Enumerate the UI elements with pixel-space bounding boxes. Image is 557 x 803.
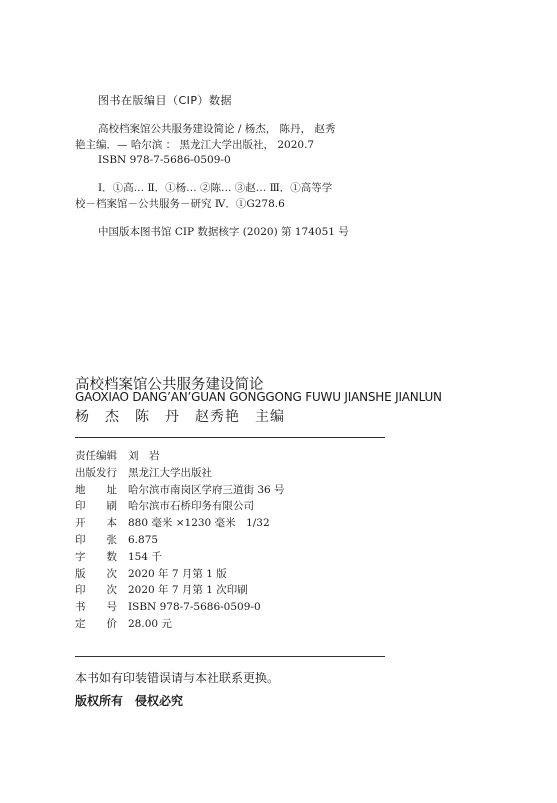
- info-row: [75, 482, 285, 498]
- info-value: 刘 岩: [128, 450, 160, 462]
- info-row: [75, 515, 270, 531]
- info-row: [75, 566, 227, 582]
- divider-bottom: [75, 656, 385, 657]
- info-row: [75, 465, 212, 481]
- book-authors: 杨 杰 陈 丹 赵秀艳 主编: [75, 409, 285, 425]
- info-value: 154 千: [128, 550, 162, 563]
- info-value: ISBN 978-7-5686-0509-0: [128, 601, 261, 614]
- cip-data-number: 中国版本图书馆 CIP 数据核字 (2020) 第 174051 号: [98, 226, 349, 238]
- info-label: 责任编辑: [75, 450, 117, 462]
- book-title-pinyin: GAOXIAO DANG’AN’GUAN GONGGONG FUWU JIANSHE JIANLUN: [75, 390, 442, 404]
- info-value: 2020 年 7 月第 1 版: [128, 567, 227, 580]
- replacement-notice: 本书如有印装错误请与本社联系更换。: [75, 671, 280, 685]
- info-value: 2020 年 7 月第 1 次印刷: [128, 584, 248, 597]
- cip-record-line-1: 高校档案馆公共服务建设简论 / 杨杰， 陈丹， 赵秀: [98, 123, 336, 135]
- info-row: [75, 498, 254, 514]
- cip-record-line-2: 艳主编．— 哈尔滨 ： 黑龙江大学出版社， 2020.7: [75, 139, 315, 151]
- info-label: 出版发行: [75, 466, 117, 479]
- info-value: 哈尔滨市南岗区学府三道街 36 号: [128, 483, 285, 496]
- cip-subject-line-2: 校－档案馆－公共服务－研究 Ⅳ．①G278.6: [75, 198, 285, 210]
- info-label: 字 数: [75, 550, 117, 563]
- info-row: [75, 582, 248, 598]
- info-row: [75, 599, 261, 615]
- info-label: 印 张: [75, 534, 117, 546]
- cip-subject-line-1: Ⅰ．①高… Ⅱ．①杨… ②陈… ③赵… Ⅲ．①高等学: [98, 182, 333, 194]
- info-value: 28.00 元: [128, 618, 172, 630]
- divider-top: [75, 437, 385, 438]
- info-value: 哈尔滨市石桥印务有限公司: [128, 500, 254, 513]
- info-label: 版 次: [75, 567, 117, 580]
- book-title-chinese: 高校档案馆公共服务建设简论: [75, 377, 264, 393]
- info-row: [75, 549, 162, 565]
- cip-isbn: ISBN 978-7-5686-0509-0: [98, 154, 231, 166]
- copyright-notice: 版权所有 侵权必究: [75, 694, 184, 708]
- info-label: 开 本: [75, 517, 117, 530]
- cip-heading: 图书在版编目（CIP）数据: [98, 94, 233, 107]
- info-label: 定 价: [75, 618, 117, 630]
- info-row: [75, 532, 158, 548]
- info-value: 黑龙江大学出版社: [128, 466, 212, 479]
- info-label: 地 址: [75, 483, 117, 496]
- info-row: [75, 448, 160, 464]
- info-label: 书 号: [75, 601, 117, 614]
- info-label: 印 次: [75, 584, 117, 597]
- info-label: 印 刷: [75, 500, 117, 513]
- info-value: 880 毫米 ×1230 毫米 1/32: [128, 517, 270, 530]
- info-value: 6.875: [128, 534, 159, 546]
- info-row: [75, 616, 172, 632]
